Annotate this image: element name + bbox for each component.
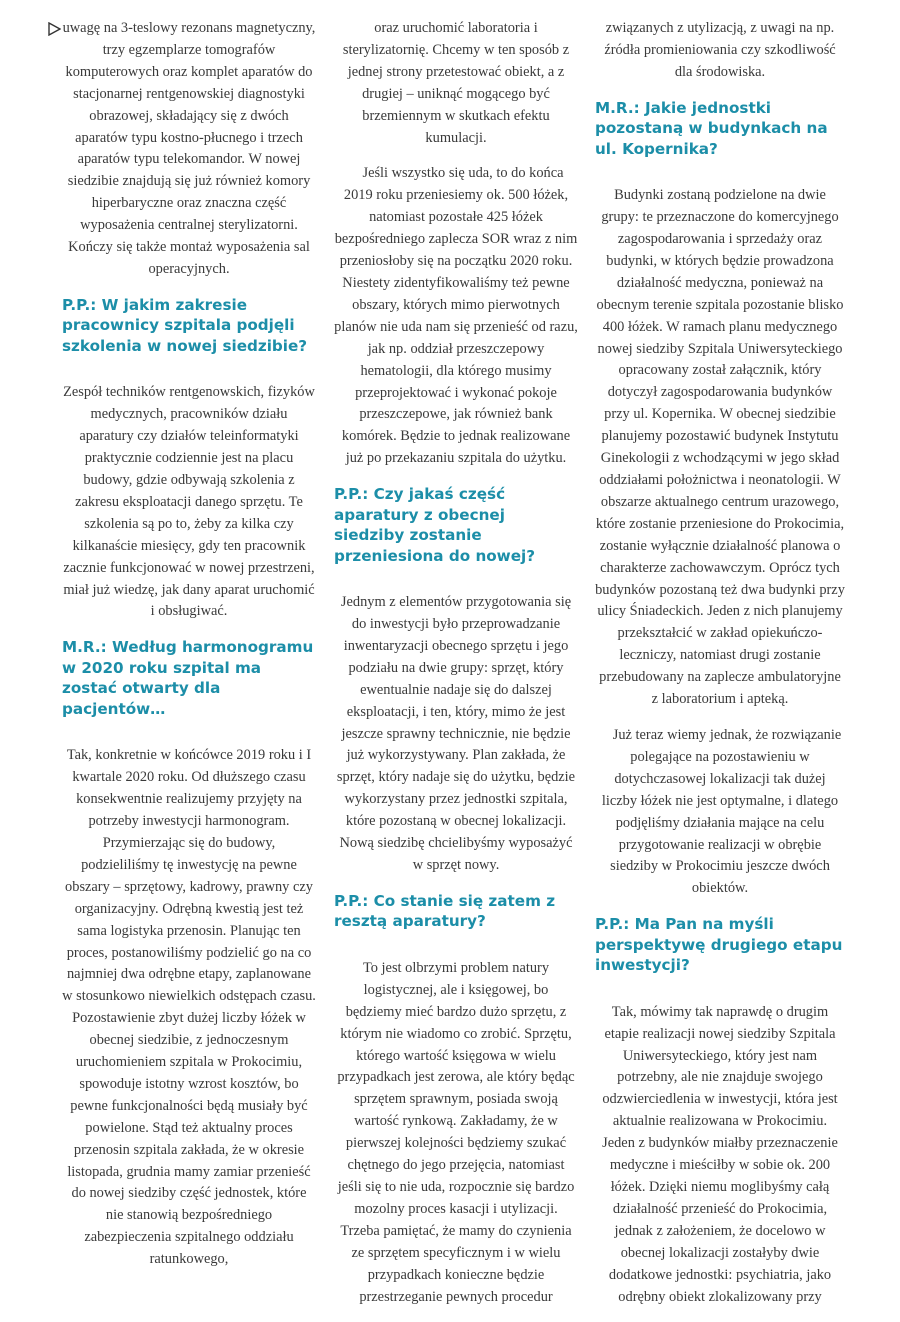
continuation-arrow-icon: [48, 22, 61, 36]
col3-paragraph-4: Tak, mówimy tak naprawdę o drugim etapie realizacji nowej siedziby Szpitala Uniwersyteckiego, który jest nam potrzebny, ale nie znajduje swojego odzwierciedlenia w inwestycji, która jest aktualnie realizowana w Prokocimiu. Jeden z budynków miałby przeznaczenie medyczne i mieściłby w sobie ok. 200 łóżek. Dzięki niemu moglibyśmy całą działalność przenieść do Prokocimia, jednak z założeniem, że docelowo w obecnej lokalizacji zostałyby dwie dodatkowe jednostki: psychiatria, jako odrębny obiekt zlokalizowany przy: [602, 1003, 838, 1305]
col2-paragraph-4: To jest olbrzymi problem natury logistycznej, ale i księgowej, bo będziemy mieć bardzo dużo sprzętu, z którym nie wiadomo co zrobić. Sprzętu, którego wartość księgowa w wielu przypadkach jest zerowa, ale który będąc sprzętem sprawnym, posiada swoją wartość rynkową. Zakładamy, że w pierwszej kolejności będziemy szukać chętnego do jego przejęcia, natomiast jeśli się to nie uda, rozpocznie się bardzo mozolny proces kasacji i utylizacji. Trzeba pamiętać, że mamy do czynienia ze sprzętem specyficznym i w wielu przypadkach konieczne będzie przestrzeganie pewnych procedur: [337, 959, 575, 1305]
col3-paragraph-2: Budynki zostaną podzielone na dwie grupy: te przeznaczone do komercyjnego zagospodarowania i sprzedaży oraz budynki, w których będzie prowadzona działalność medyczna, ponieważ na obecnym terenie szpitala pozostanie blisko 400 łóżek. W ramach planu medycznego nowej siedziby Szpitala Uniwersyteckiego opracowany został załącznik, który dotyczył zagospodarowania budynków przy ul. Kopernika. W obecnej siedzibie planujemy pozostawić budynek Instytutu Ginekologii z wchodzącymi w jego skład oddziałami położnictwa i neonatologii. W obszarze aktualnego centrum urazowego, które zostanie przeniesione do Prokocimia, zostanie wyłącznie działalność planowa o charakterze zachowawczym. Oprócz tych budynków pozostaną też dwa budynki przy ulicy Śniadeckich. Jeden z nich planujemy przekształcić w zakład opiekuńczo-leczniczy, natomiast drugi zostanie przebudowany na zaplecze ambulatoryjne z laboratorium i apteką.: [595, 187, 845, 708]
col2-question-2: P.P.: Co stanie się zatem z resztą aparatury?: [334, 891, 556, 931]
col2-question-1: P.P.: Czy jakaś część aparatury z obecnej siedziby zostanie przeniesiona do nowej?: [334, 485, 536, 565]
col3-paragraph-1: związanych z utylizacją, z uwagi na np. źródła promieniowania czy szkodliwość dla środowiska.: [604, 20, 836, 80]
column-3: [595, 18, 845, 1322]
col3-paragraph-3: Już teraz wiemy jednak, że rozwiązanie polegające na pozostawieniu w dotychczasowej lokalizacji tak dużej liczby łóżek nie jest optymalne, i dlatego podjęliśmy działania mające na celu przygotowanie realizacji w obrębie siedziby w Prokocimiu jeszcze dwóch obiektów.: [601, 726, 842, 897]
col2-paragraph-2: Jeśli wszystko się uda, to do końca 2019 roku przeniesiemy ok. 500 łóżek, natomiast pozostałe 425 łóżek bezpośredniego zaplecza SOR wraz z nim przeniosłoby się na początku 2020 roku. Niestety zidentyfikowaliśmy też pewne obszary, których mimo pierwotnych planów nie uda nam się przenieść od razu, jak np. oddział przeszczepowy hematologii, dla którego musimy przeprojektować i wykonać pokoje przeszczepowe, jak również bank komórek. Będzie to jednak realizowane już po przekazaniu szpitala do użytku.: [334, 165, 578, 467]
col1-paragraph-3: Tak, konkretnie w końcówce 2019 roku i I kwartale 2020 roku. Od dłuższego czasu konsekwentnie realizujemy przyjęty na potrzeby inwestycji harmonogram. Przymierzając się do budowy, podzieliliśmy tę inwestycję na pewne obszary – sprzętowy, kadrowy, prawny czy organizacyjny. Odrębną kwestią jest też sama logistyka przenosin. Planując ten proces, postanowiliśmy podzielić go na co najmniej dwa odrębne etapy, zaplanowane w stosunkowo niewielkich odstępach czasu. Pozostawienie zbyt dużej liczby łóżek w obecnej siedzibie, z jednoczesnym uruchomieniem szpitala w Prokocimiu, spowoduje istotny wzrost kosztów, bo pewne funkcjonalności będą musiały być powielone. Stąd też aktualny proces przenosin szpitala zakłada, że w okresie listopada, grudnia mamy zamiar przenieść do nowej siedziby część jednostek, które nie stanowią bezpośredniego zabezpieczenia szpitalnego oddziału ratunkowego,: [62, 747, 316, 1268]
column-1: [62, 18, 316, 1285]
col2-paragraph-1: oraz uruchomić laboratoria i sterylizatornię. Chcemy w ten sposób z jednej strony przetestować obiekt, a z drugiej – uniknąć mogącego być brzemiennym w skutkach efektu kumulacji.: [342, 20, 570, 146]
column-2: [334, 18, 578, 1322]
col3-question-2: P.P.: Ma Pan na myśli perspektywę drugiego etapu inwestycji?: [595, 915, 843, 975]
col1-paragraph-2: Zespół techników rentgenowskich, fizyków medycznych, pracowników działu aparatury czy działów teleinformatyki praktycznie codziennie jest na placu budowy, gdzie odbywają szkolenia z zakresu eksploatacji danego sprzętu. Te szkolenia są po to, żeby za kilka czy kilkanaście miesięcy, gdy ten pracownik zacznie funkcjonować w nowej przestrzeni, miał już wiedzę, jak dany aparat uruchomić i obsługiwać.: [63, 384, 315, 620]
col1-question-2: M.R.: Według harmonogramu w 2020 roku szpital ma zostać otwarty dla pacjentów…: [62, 638, 314, 718]
col1-paragraph-1: uwagę na 3-teslowy rezonans magnetyczny, trzy egzemplarze tomografów komputerowych oraz komplet aparatów do stacjonarnej rentgenowskiej diagnostyki obrazowej, składający się z dwóch aparatów typu kostno-płucnego i trzech aparatów typu telekomandor. W nowej siedzibie znajdują się już również komory hiperbaryczne oraz znaczna część wyposażenia centralnej sterylizatorni. Kończy się także montaż wyposażenia sal operacyjnych.: [62, 20, 316, 277]
col2-paragraph-3: Jednym z elementów przygotowania się do inwestycji było przeprowadzanie inwentaryzacji obecnego sprzętu i jego podziału na dwie grupy: sprzęt, który ewentualnie nadaje się do dalszej eksploatacji, i ten, który, mimo że jest jeszcze sprawny technicznie, nie będzie już wykorzystywany. Plan zakłada, że sprzęt, który nadaje się do użytku, będzie wykorzystany przez jednostki szpitala, które pozostaną w obecnej lokalizacji. Nową siedzibę chcielibyśmy wyposażyć w sprzęt nowy.: [336, 594, 576, 873]
col3-question-1: M.R.: Jakie jednostki pozostaną w budynkach na ul. Kopernika?: [595, 98, 828, 158]
col1-question-1: P.P.: W jakim zakresie pracownicy szpitala podjęli szkolenia w nowej siedzibie?: [62, 295, 308, 355]
